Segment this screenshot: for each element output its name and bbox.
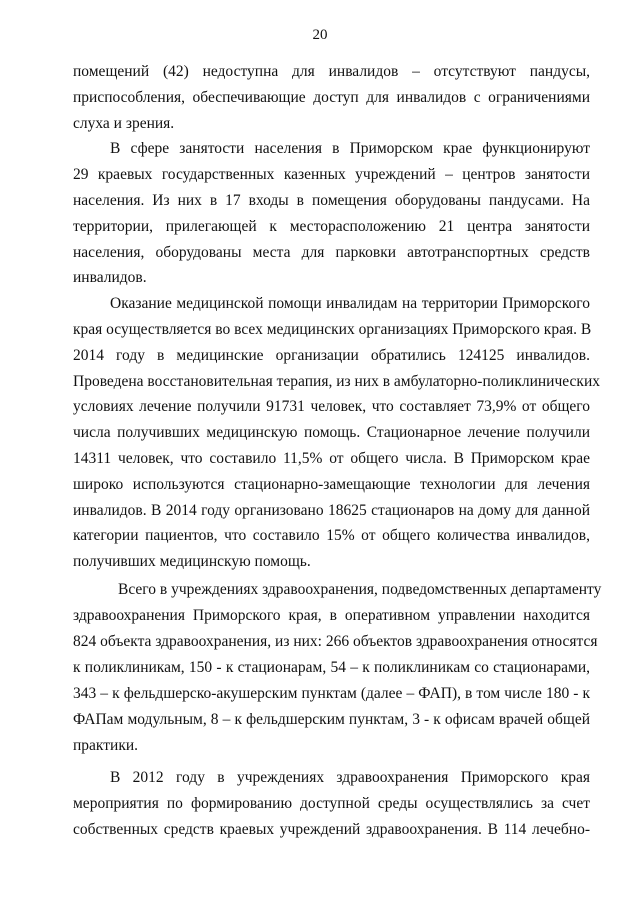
paragraph-3-line-3: 2014 году в медицинские организации обратились 124125 инвалидов. [73, 347, 590, 364]
paragraph-5-line-1: В 2012 году в учреждениях здравоохранения Приморского края [110, 769, 590, 786]
paragraph-4-line-7: практики. [73, 737, 139, 754]
paragraph-2-line-3: населения. Из них в 17 входы в помещения оборудованы пандусами. На [73, 192, 590, 209]
paragraph-2-line-2: 29 краевых государственных казенных учреждений – центров занятости [73, 166, 590, 183]
paragraph-4-line-6: ФАПам модульным, 8 – к фельдшерским пунктам, 3 - к офисам врачей общей [73, 711, 590, 728]
paragraph-3-line-10: категории пациентов, что составило 15% от общего количества инвалидов, [73, 527, 590, 544]
paragraph-3-line-2: края осуществляется во всех медицинских организациях Приморского края. В [73, 321, 592, 338]
paragraph-3-line-7: 14311 человек, что составило 11,5% от общего числа. В Приморском крае [73, 450, 590, 467]
paragraph-3-line-5: условиях лечение получили 91731 человек, что составляет 73,9% от общего [73, 398, 590, 415]
paragraph-1-line-2: приспособления, обеспечивающие доступ для инвалидов с ограничениями [73, 89, 590, 106]
paragraph-5-line-3: собственных средств краевых учреждений здравоохранения. В 114 лечебно- [73, 821, 590, 838]
paragraph-2-line-1: В сфере занятости населения в Приморском крае функционируют [110, 140, 590, 157]
paragraph-3-line-11: получивших медицинскую помощь. [73, 553, 311, 570]
paragraph-4-line-1: Всего в учреждениях здравоохранения, подведомственных департаменту [118, 581, 602, 598]
paragraph-4-line-4: к поликлиникам, 150 - к стационарам, 54 – к поликлиникам со стационарами, [73, 659, 590, 676]
paragraph-4-line-5: 343 – к фельдшерско-акушерским пунктам (далее – ФАП), в том числе 180 - к [73, 685, 590, 702]
paragraph-2-line-6: инвалидов. [73, 269, 147, 286]
paragraph-5-line-2: мероприятия по формированию доступной среды осуществлялись за счет [73, 795, 590, 812]
page-number: 20 [312, 27, 328, 43]
paragraph-1-line-3: слуха и зрения. [73, 115, 175, 132]
paragraph-3-line-9: инвалидов. В 2014 году организовано 18625 стационаров на дому для данной [73, 502, 590, 519]
paragraph-4-line-3: 824 объекта здравоохранения, из них: 266 объектов здравоохранения относятся [73, 633, 598, 650]
paragraph-3-line-8: широко используются стационарно-замещающие технологии для лечения [73, 476, 590, 493]
paragraph-4-line-2: здравоохранения Приморского края, в оперативном управлении находится [73, 607, 590, 624]
paragraph-2-line-4: территории, прилегающей к месторасположению 21 центра занятости [73, 218, 590, 235]
paragraph-3-line-4: Проведена восстановительная терапия, из них в амбулаторно-поликлинических [73, 373, 600, 390]
paragraph-3-line-1: Оказание медицинской помощи инвалидам на территории Приморского [110, 295, 590, 312]
paragraph-2-line-5: населения, оборудованы места для парковки автотранспортных средств [73, 244, 590, 261]
paragraph-3-line-6: числа получивших медицинскую помощь. Стационарное лечение получили [73, 424, 590, 441]
paragraph-1-line-1: помещений (42) недоступна для инвалидов – отсутствуют пандусы, [73, 63, 590, 80]
